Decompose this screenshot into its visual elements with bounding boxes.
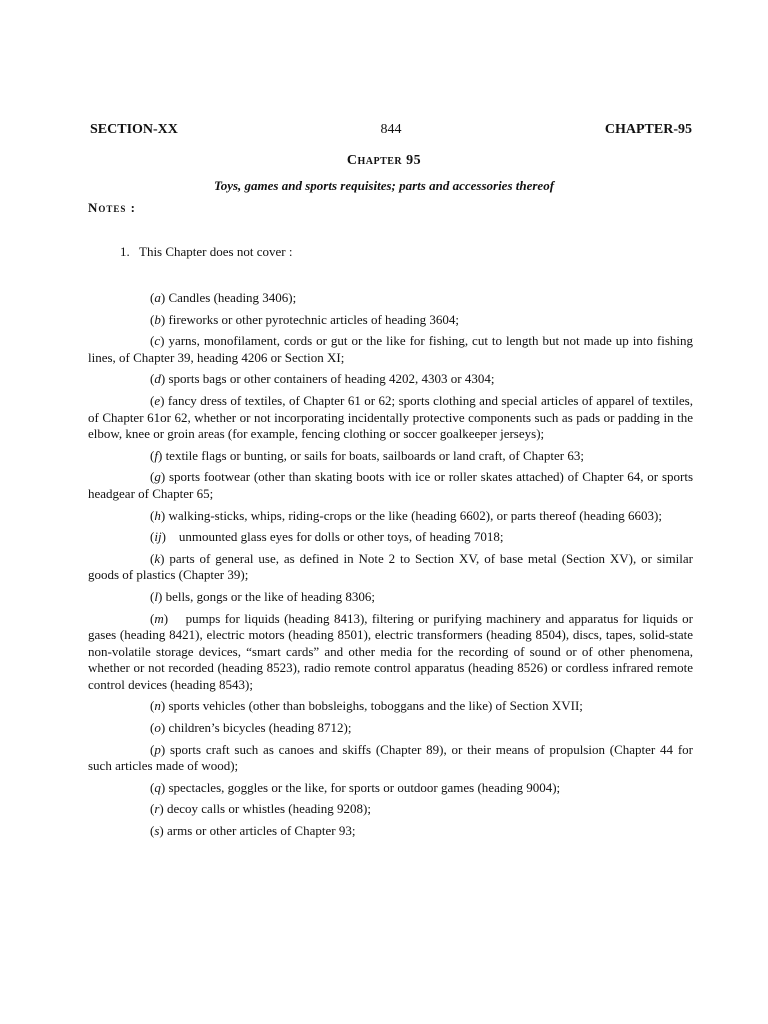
item-label: q bbox=[154, 779, 161, 795]
list-item: (k) parts of general use, as defined in Note 2 to Section XV, of base metal (Section XV), or similar goods of plastics (Chapter 39); bbox=[88, 550, 697, 583]
item-text: sports bags or other containers of heading 4202, 4303 or 4304; bbox=[165, 371, 495, 387]
list-item: (h) walking-sticks, whips, riding-crops or the like (heading 6602), or parts thereof (heading 6603); bbox=[150, 507, 662, 523]
chapter-label: CHAPTER-95 bbox=[604, 122, 692, 137]
item-text: sports craft such as canoes and skiffs (Chapter 89), or their means of propulsion (Chapter 44 for such articles made of wood); bbox=[88, 741, 697, 774]
note-1 bbox=[120, 244, 292, 260]
item-text: fireworks or other pyrotechnic articles of heading 3604; bbox=[165, 311, 460, 327]
item-text: sports footwear (other than skating boots with ice or roller skates attached) of Chapter 64, or sports headgear of Chapter 65; bbox=[88, 469, 697, 501]
item-text: Candles (heading 3406); bbox=[165, 290, 297, 305]
item-text: children’s bicycles (heading 8712); bbox=[165, 720, 352, 736]
chapter-title: Chapter 95 bbox=[346, 153, 422, 168]
item-label: n bbox=[154, 698, 161, 714]
item-label: ij bbox=[154, 529, 162, 545]
list-item: (e) fancy dress of textiles, of Chapter 61 or 62; sports clothing and special articles of apparel of textiles, of Chapter 61or 62, whether or not incorporating incidentally protective components such as pads or padding in the elbow, knee or groin areas (for example, fencing clothing or soccer goalkeeper jerseys); bbox=[88, 392, 697, 442]
list-item: (c) yarns, monofilament, cords or gut or the like for fishing, cut to length but not made up into fishing lines, of Chapter 39, heading 4206 or Section XI; bbox=[88, 333, 697, 365]
list-item: (b) fireworks or other pyrotechnic articles of heading 3604; bbox=[150, 311, 460, 327]
item-text: spectacles, goggles or the like, for sports or outdoor games (heading 9004); bbox=[165, 779, 561, 795]
item-text: fancy dress of textiles, of Chapter 61 or 62; sports clothing and special articles of apparel of textiles, of Chapter 61or 62, whether or not incorporating incidentally protective components such as pads or padding in the elbow, knee or groin areas (for example, fencing clothing or soccer goalkeeper jerseys); bbox=[88, 392, 697, 442]
item-label: d bbox=[154, 371, 161, 387]
item-text: walking-sticks, whips, riding-crops or the like (heading 6602), or parts thereof (heading 6603); bbox=[165, 507, 662, 523]
item-label: l bbox=[154, 588, 158, 604]
list-item: (d) sports bags or other containers of heading 4202, 4303 or 4304; bbox=[150, 371, 495, 387]
item-label: c bbox=[154, 333, 161, 349]
item-text: parts of general use, as defined in Note 2 to Section XV, of base metal (Section XV), or similar goods of plastics (Chapter 39); bbox=[88, 550, 697, 583]
item-label: a bbox=[154, 290, 161, 305]
item-label: m bbox=[154, 610, 164, 626]
item-label: s bbox=[154, 823, 160, 839]
item-text: sports vehicles (other than bobsleighs, toboggans and the like) of Section XVII; bbox=[165, 698, 583, 714]
list-item: (o) children’s bicycles (heading 8712); bbox=[150, 720, 352, 736]
page-header bbox=[90, 122, 692, 142]
item-label: b bbox=[154, 311, 161, 327]
item-text: arms or other articles of Chapter 93; bbox=[163, 823, 356, 839]
list-item: (n) sports vehicles (other than bobsleighs, toboggans and the like) of Section XVII; bbox=[150, 698, 583, 714]
item-text: pumps for liquids (heading 8413), filtering or purifying machinery and apparatus for liquids or gases (heading 8421), electric motors (heading 8501), electric transformers (heading 8504), discs, tapes, solid-state non-volatile storage devices, “smart cards” and other media for the recording of sound or of other phenomena, whether or not recorded (heading 8523), radio remote control apparatus (heading 8526) or cordless infrared remote control devices (heading 8543); bbox=[88, 610, 697, 692]
chapter-subtitle: Toys, games and sports requisites; parts and accessories thereof bbox=[213, 178, 555, 193]
item-text: textile flags or bunting, or sails for boats, sailboards or land craft, of Chapter 63; bbox=[162, 447, 584, 463]
item-label: k bbox=[154, 550, 161, 566]
list-item: (m) pumps for liquids (heading 8413), filtering or purifying machinery and apparatus for liquids or gases (heading 8421), electric motors (heading 8501), electric transformers (heading 8504), discs, tapes, solid-state non-volatile storage devices, “smart cards” and other media for the recording of sound or of other phenomena, whether or not recorded (heading 8523), radio remote control apparatus (heading 8526) or cordless infrared remote control devices (heading 8543); bbox=[88, 610, 697, 692]
list-item: (p) sports craft such as canoes and skiffs (Chapter 89), or their means of propulsion (Chapter 44 for such articles made of wood); bbox=[88, 741, 697, 774]
item-label: o bbox=[154, 720, 161, 736]
item-label: e bbox=[154, 392, 161, 408]
page-number: 844 bbox=[380, 122, 402, 137]
item-label: g bbox=[154, 469, 161, 485]
note-1-number: 1. bbox=[120, 244, 130, 259]
item-label: r bbox=[154, 801, 160, 817]
item-label: p bbox=[154, 741, 161, 757]
item-text: decoy calls or whistles (heading 9208); bbox=[163, 801, 371, 817]
item-label: h bbox=[154, 507, 161, 523]
list-item: (f) textile flags or bunting, or sails for boats, sailboards or land craft, of Chapter 63; bbox=[150, 447, 584, 463]
list-item: (a) Candles (heading 3406); bbox=[150, 290, 297, 305]
list-item: (q) spectacles, goggles or the like, for sports or outdoor games (heading 9004); bbox=[150, 779, 561, 795]
note-1-text: This Chapter does not cover : bbox=[139, 244, 293, 259]
section-label: SECTION-XX bbox=[90, 122, 178, 137]
notes-heading: Notes : bbox=[88, 200, 136, 215]
list-item: (l) bells, gongs or the like of heading 8306; bbox=[150, 588, 375, 604]
item-text: bells, gongs or the like of heading 8306; bbox=[162, 588, 375, 604]
item-text: unmounted glass eyes for dolls or other toys, of heading 7018; bbox=[165, 529, 504, 545]
item-label: f bbox=[154, 447, 158, 463]
list-item: (g) sports footwear (other than skating boots with ice or roller skates attached) of Chapter 64, or sports headgear of Chapter 65; bbox=[88, 469, 697, 501]
list-item: (ij) unmounted glass eyes for dolls or other toys, of heading 7018; bbox=[150, 529, 504, 545]
exclusion-list bbox=[88, 290, 697, 845]
item-text: yarns, monofilament, cords or gut or the like for fishing, cut to length but not made up into fishing lines, of Chapter 39, heading 4206 or Section XI; bbox=[88, 333, 697, 365]
list-item: (r) decoy calls or whistles (heading 9208); bbox=[150, 801, 371, 817]
list-item: (s) arms or other articles of Chapter 93; bbox=[150, 823, 356, 839]
